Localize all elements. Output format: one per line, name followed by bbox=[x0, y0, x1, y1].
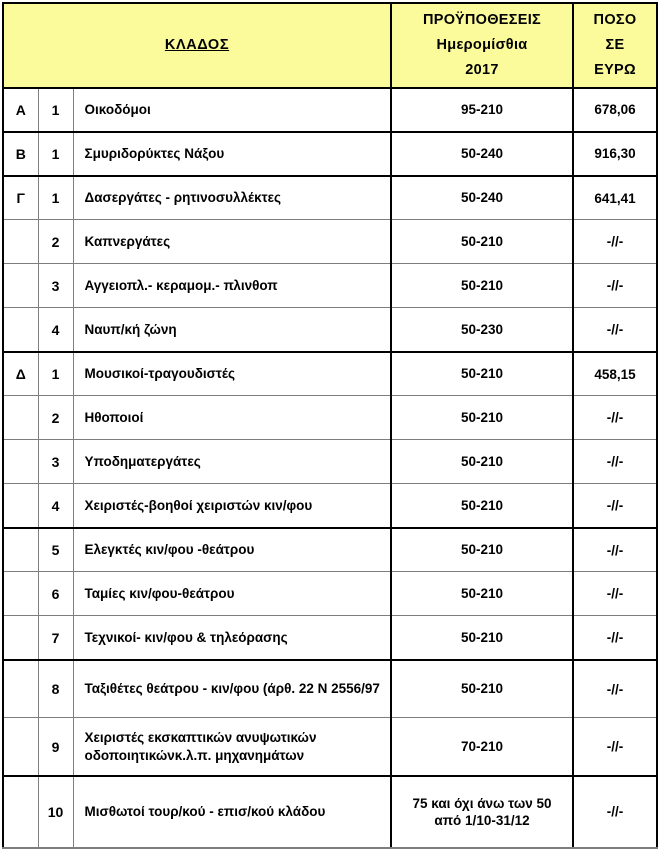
table-row bbox=[3, 396, 657, 440]
row-index-number: 8 bbox=[38, 660, 73, 718]
amount-title-line: ΠΟΣΟ bbox=[593, 12, 637, 28]
row-conditions-value bbox=[391, 718, 573, 776]
conditions-value-line-1: 50-210 bbox=[460, 497, 504, 513]
row-group-letter bbox=[3, 264, 38, 308]
table-row bbox=[3, 776, 657, 848]
amount-preposition-line: ΣΕ bbox=[605, 36, 625, 53]
row-index-number: 2 bbox=[38, 220, 73, 264]
table-row bbox=[3, 484, 657, 528]
conditions-value-line-1: 50-210 bbox=[460, 681, 504, 697]
row-amount-value: -//- bbox=[573, 308, 657, 352]
row-class-name: Δασεργάτες - ρητινοσυλλέκτες bbox=[73, 176, 391, 220]
row-index-number: 7 bbox=[38, 616, 73, 660]
table-row bbox=[3, 220, 657, 264]
row-group-letter: Β bbox=[3, 132, 38, 176]
row-class-name: Ταξιθέτες θεάτρου - κιν/φου (άρθ. 22 Ν 2556/97 bbox=[73, 660, 391, 718]
amount-currency-line: ΕΥΡΩ bbox=[594, 61, 636, 78]
conditions-value-line-1: 50-210 bbox=[460, 234, 504, 250]
row-group-letter bbox=[3, 572, 38, 616]
table-row bbox=[3, 264, 657, 308]
insurance-classes-table bbox=[2, 2, 658, 849]
conditions-value-line-1: 50-240 bbox=[460, 146, 504, 162]
conditions-value-line-2: από 1/10-31/12 bbox=[434, 812, 530, 828]
row-index-number: 3 bbox=[38, 440, 73, 484]
row-index-number: 1 bbox=[38, 352, 73, 396]
row-index-number: 4 bbox=[38, 308, 73, 352]
conditions-value-line-1: 95-210 bbox=[460, 102, 504, 118]
row-group-letter bbox=[3, 616, 38, 660]
row-index-number: 1 bbox=[38, 176, 73, 220]
table-row bbox=[3, 616, 657, 660]
table-row bbox=[3, 572, 657, 616]
row-group-letter bbox=[3, 484, 38, 528]
conditions-value-line-1: 50-230 bbox=[460, 321, 504, 337]
row-class-name: Μισθωτοί τουρ/κού - επισ/κού κλάδου bbox=[73, 776, 391, 848]
conditions-value-line-1: 50-210 bbox=[460, 410, 504, 426]
row-conditions-value bbox=[391, 396, 573, 440]
row-class-name: Οικοδόμοι bbox=[73, 88, 391, 132]
row-group-letter: Γ bbox=[3, 176, 38, 220]
row-amount-value: -//- bbox=[573, 616, 657, 660]
row-amount-value: -//- bbox=[573, 220, 657, 264]
row-conditions-value bbox=[391, 484, 573, 528]
row-amount-value: -//- bbox=[573, 264, 657, 308]
row-amount-value: -//- bbox=[573, 572, 657, 616]
row-conditions-value bbox=[391, 776, 573, 848]
row-class-name: Ηθοποιοί bbox=[73, 396, 391, 440]
row-conditions-value bbox=[391, 616, 573, 660]
row-amount-value: -//- bbox=[573, 660, 657, 718]
row-conditions-value bbox=[391, 660, 573, 718]
row-group-letter: Δ bbox=[3, 352, 38, 396]
conditions-value-line-1: 50-210 bbox=[460, 454, 504, 470]
row-index-number: 1 bbox=[38, 132, 73, 176]
row-index-number: 10 bbox=[38, 776, 73, 848]
table-row bbox=[3, 660, 657, 718]
row-class-name: Ελεγκτές κιν/φου -θεάτρου bbox=[73, 528, 391, 572]
conditions-value-line-1: 70-210 bbox=[460, 738, 504, 754]
row-index-number: 9 bbox=[38, 718, 73, 776]
conditions-value-line-1: 50-210 bbox=[460, 278, 504, 294]
conditions-value-line-1: 50-210 bbox=[460, 586, 504, 602]
table-row bbox=[3, 308, 657, 352]
row-class-name: Χειριστές-βοηθοί χειριστών κιν/φου bbox=[73, 484, 391, 528]
header-row bbox=[3, 3, 657, 88]
row-amount-value: 458,15 bbox=[573, 352, 657, 396]
row-group-letter bbox=[3, 440, 38, 484]
row-class-name: Υποδηματεργάτες bbox=[73, 440, 391, 484]
row-class-name: Χειριστές εκσκαπτικών ανυψωτικών οδοποιητικώνκ.λ.π. μηχανημάτων bbox=[73, 718, 391, 776]
row-index-number: 5 bbox=[38, 528, 73, 572]
row-conditions-value bbox=[391, 308, 573, 352]
conditions-subtitle-line: Ημερομίσθια bbox=[436, 36, 528, 53]
conditions-value-line-1: 50-210 bbox=[460, 366, 504, 382]
row-amount-value: -//- bbox=[573, 718, 657, 776]
row-amount-value: 678,06 bbox=[573, 88, 657, 132]
conditions-value-line-1: 50-240 bbox=[460, 190, 504, 206]
row-group-letter bbox=[3, 718, 38, 776]
table-row bbox=[3, 132, 657, 176]
table-row bbox=[3, 718, 657, 776]
conditions-value-line-1: 75 και όχι άνω των 50 bbox=[412, 795, 552, 811]
row-group-letter bbox=[3, 396, 38, 440]
row-group-letter bbox=[3, 660, 38, 718]
table-row bbox=[3, 528, 657, 572]
table-row bbox=[3, 440, 657, 484]
conditions-title-line: ΠΡΟΫΠΟΘΕΣΕΙΣ bbox=[422, 12, 542, 28]
conditions-value-line-1: 50-210 bbox=[460, 542, 504, 558]
row-conditions-value bbox=[391, 528, 573, 572]
row-class-name: Ναυπ/κή ζώνη bbox=[73, 308, 391, 352]
conditions-year-line: 2017 bbox=[465, 61, 499, 78]
row-amount-value: -//- bbox=[573, 484, 657, 528]
row-group-letter: Α bbox=[3, 88, 38, 132]
table-body bbox=[3, 88, 657, 848]
row-index-number: 1 bbox=[38, 88, 73, 132]
row-class-name: Τεχνικοί- κιν/φου & τηλεόρασης bbox=[73, 616, 391, 660]
row-amount-value: -//- bbox=[573, 396, 657, 440]
row-group-letter bbox=[3, 528, 38, 572]
row-conditions-value bbox=[391, 132, 573, 176]
row-conditions-value bbox=[391, 264, 573, 308]
conditions-value-line-1: 50-210 bbox=[460, 629, 504, 645]
row-class-name: Ταμίες κιν/φου-θεάτρου bbox=[73, 572, 391, 616]
row-amount-value: 641,41 bbox=[573, 176, 657, 220]
row-group-letter bbox=[3, 776, 38, 848]
table-row bbox=[3, 88, 657, 132]
row-conditions-value bbox=[391, 572, 573, 616]
row-conditions-value bbox=[391, 176, 573, 220]
row-class-name: Καπνεργάτες bbox=[73, 220, 391, 264]
table-row bbox=[3, 352, 657, 396]
row-amount-value: -//- bbox=[573, 776, 657, 848]
column-header-klados: ΚΛΑΔΟΣ bbox=[3, 3, 391, 88]
row-group-letter bbox=[3, 308, 38, 352]
column-header-conditions bbox=[391, 3, 573, 88]
column-header-amount bbox=[573, 3, 657, 88]
row-class-name: Σμυριδορύκτες Νάξου bbox=[73, 132, 391, 176]
row-conditions-value bbox=[391, 88, 573, 132]
row-index-number: 3 bbox=[38, 264, 73, 308]
row-group-letter bbox=[3, 220, 38, 264]
table-header bbox=[3, 3, 657, 88]
row-index-number: 6 bbox=[38, 572, 73, 616]
row-class-name: Μουσικοί-τραγουδιστές bbox=[73, 352, 391, 396]
row-conditions-value bbox=[391, 352, 573, 396]
row-index-number: 2 bbox=[38, 396, 73, 440]
row-amount-value: -//- bbox=[573, 440, 657, 484]
row-conditions-value bbox=[391, 220, 573, 264]
row-amount-value: 916,30 bbox=[573, 132, 657, 176]
row-index-number: 4 bbox=[38, 484, 73, 528]
row-conditions-value bbox=[391, 440, 573, 484]
table-row bbox=[3, 176, 657, 220]
row-class-name: Αγγειοπλ.- κεραμομ.- πλινθοπ bbox=[73, 264, 391, 308]
row-amount-value: -//- bbox=[573, 528, 657, 572]
